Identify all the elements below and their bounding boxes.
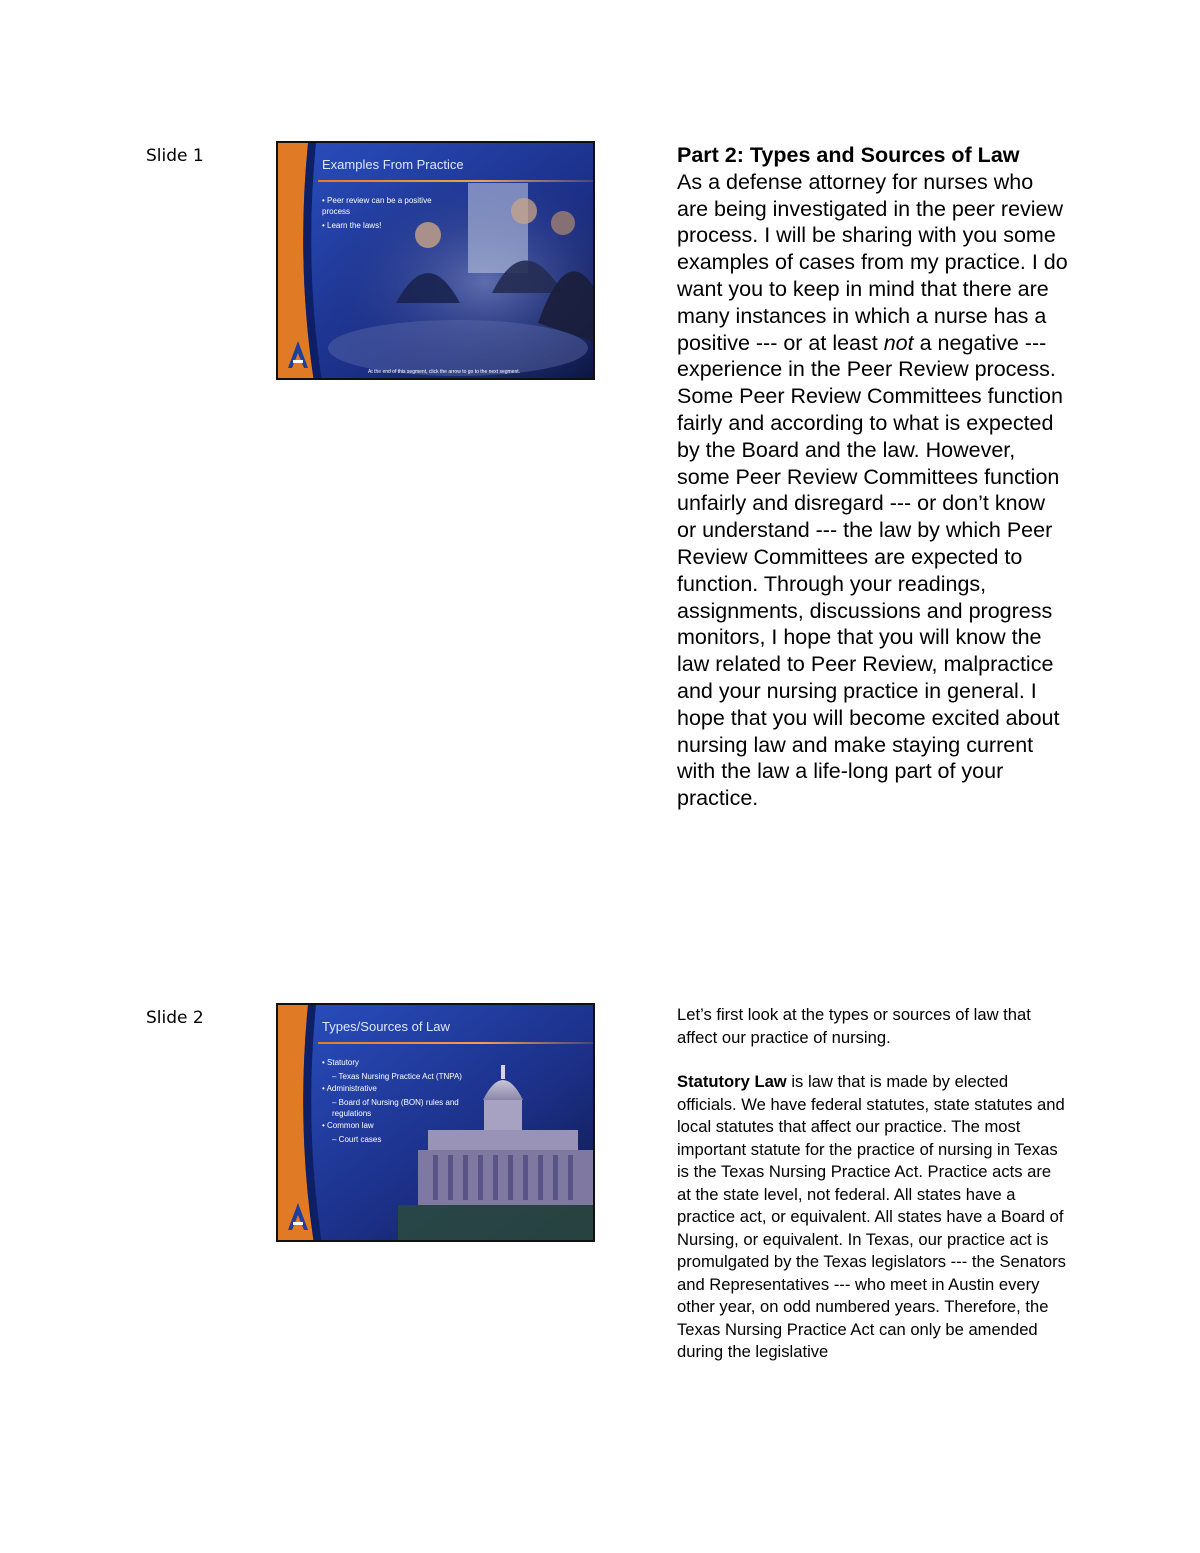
bullet-subitem: – Texas Nursing Practice Act (TNPA) — [332, 1072, 462, 1081]
slide-footer-note: At the end of this segment, click the arrow to go to the next segment. — [368, 369, 521, 375]
slide-label: Slide 2 — [146, 1008, 204, 1028]
notes-text: a negative --- experience in the Peer Review process. Some Peer Review Committees function fairly and according to what is expected by the Board and the law. However, some Peer Review Committees function unfairly and disregard --- or don’t know or understand --- the law by which Peer Review Committees are expected to function. Through your readings, assignments, discussions and progress monitors, I hope that you will know the law related to Peer Review, malpractice and your nursing practice in general. I hope that you will become excited about nursing law and make staying current with the law a life-long part of your practice. — [677, 330, 1063, 811]
notes-heading: Part 2: Types and Sources of Law — [677, 143, 1020, 167]
slide-title: Types/Sources of Law — [322, 1019, 450, 1034]
bullet-item: • Statutory — [322, 1058, 360, 1067]
notes-paragraph — [677, 1071, 1069, 1364]
slide-notes — [677, 1004, 1069, 1386]
bullet-item: • Peer review can be a positive process — [322, 196, 432, 216]
notes-emphasis: not — [883, 330, 914, 355]
slide-background — [278, 143, 595, 380]
bullet-item: • Administrative — [322, 1084, 377, 1093]
bullet-item: • Learn the laws! — [322, 221, 382, 230]
slide-label: Slide 1 — [146, 146, 204, 166]
bullet-subitem: – Court cases — [332, 1135, 382, 1144]
slide-thumbnail — [276, 1003, 595, 1242]
slide-bullets — [322, 1057, 502, 1146]
slide-bullets — [322, 195, 432, 234]
slide-title: Examples From Practice — [322, 157, 464, 172]
title-divider — [318, 180, 593, 182]
notes-term: Statutory Law — [677, 1072, 787, 1091]
slide-thumbnail — [276, 141, 595, 380]
notes-intro: Let’s first look at the types or sources of law that affect our practice of nursing. — [677, 1005, 1031, 1047]
bullet-item: • Common law — [322, 1121, 374, 1130]
notes-text: is law that is made by elected officials. We have federal statutes, state statutes and local statutes that affect our practice. The most important statute for the practice of nursing in Texas is the Texas Nursing Practice Act. Practice acts are at the state level, not federal. All states have a practice act, or equivalent. All states have a Board of Nursing, or equivalent. In Texas, our practice act is promulgated by the Texas legislators --- the Senators and Representatives --- who meet in Austin every other year, on odd numbered years. Therefore, the Texas Nursing Practice Act can only be amended during the legislative — [677, 1072, 1066, 1361]
title-divider — [318, 1042, 593, 1044]
slide-notes — [677, 142, 1069, 812]
notes-text: As a defense attorney for nurses who are being investigated in the peer review process. I will be sharing with you some examples of cases from my practice. I do want you to keep in mind that there are many instances in which a nurse has a positive --- or at least — [677, 169, 1068, 355]
bullet-subitem: – Board of Nursing (BON) rules and regulations — [332, 1098, 459, 1118]
